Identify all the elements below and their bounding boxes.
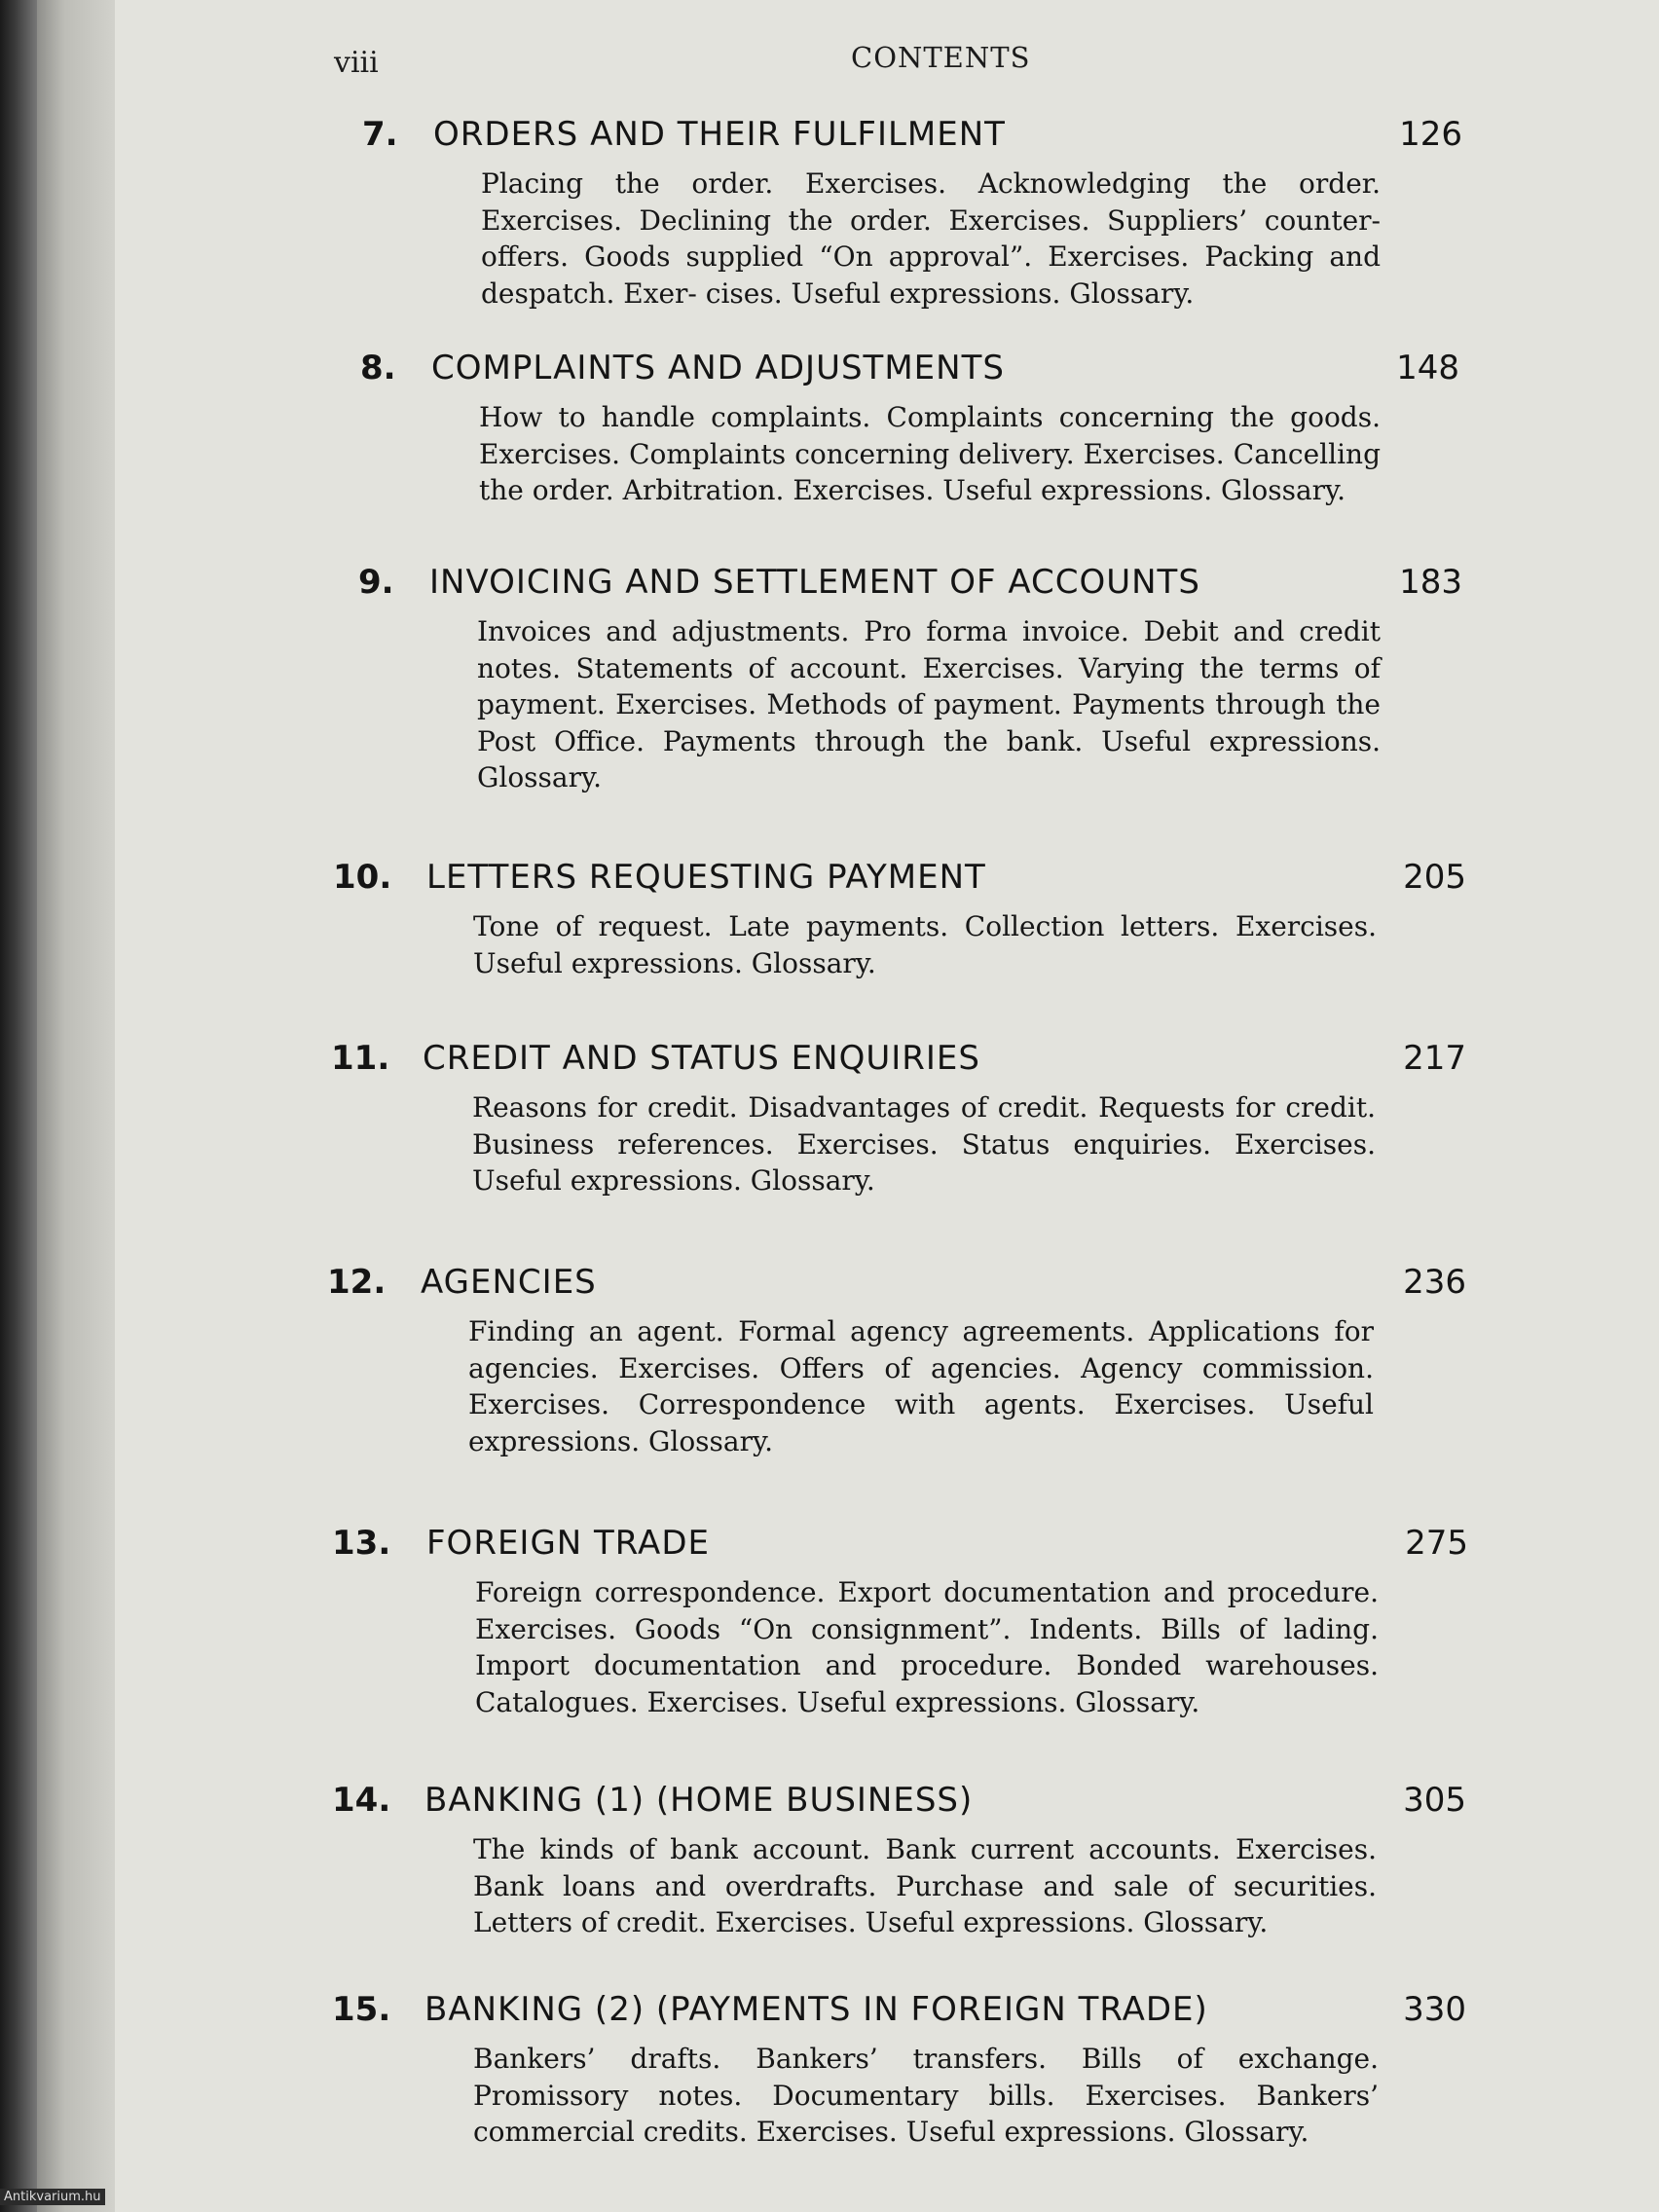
chapter-title: FOREIGN TRADE xyxy=(426,1524,710,1563)
chapter-page: 217 xyxy=(1403,1039,1466,1078)
chapter-title: ORDERS AND THEIR FULFILMENT xyxy=(433,115,1006,154)
chapter-number: 8. xyxy=(360,349,396,387)
chapter-number: 9. xyxy=(358,563,394,602)
chapter-page: 305 xyxy=(1403,1781,1466,1820)
chapter-page: 205 xyxy=(1403,858,1466,897)
page-edge xyxy=(37,0,115,2212)
chapter-summary: Reasons for credit. Disadvantages of credit. Requests for credit. Business references. Exercises. Status enquiries. Exercises. Useful expressions. Glossary. xyxy=(472,1091,1376,1197)
chapter-summary: Placing the order. Exercises. Acknowledging the order. Exercises. Declining the order. Exercises. Suppliers’ counter-offers. Goods supplied “On approval”. Exercises. Packing and despatch. Exer- cises. Useful expressions. Glossary. xyxy=(481,167,1381,310)
chapter-number: 14. xyxy=(332,1781,391,1820)
chapter-number: 11. xyxy=(331,1039,390,1078)
chapter-title: INVOICING AND SETTLEMENT OF ACCOUNTS xyxy=(429,563,1200,602)
chapter-summary: Tone of request. Late payments. Collection letters. Exercises. Useful expressions. Glossary. xyxy=(473,910,1377,979)
page-header-title: CONTENTS xyxy=(851,41,1031,74)
chapter-summary: Invoices and adjustments. Pro forma invoice. Debit and credit notes. Statements of account. Exercises. Varying the terms of payment. Exercises. Methods of payment. Payments through the Post Office. Payments through the bank. Useful expressions. Glossary. xyxy=(477,615,1381,793)
book-spine xyxy=(0,0,37,2212)
chapter-number: 10. xyxy=(333,858,392,897)
chapter-summary: The kinds of bank account. Bank current accounts. Exercises. Bank loans and overdrafts. Purchase and sale of securities. Letters of credit. Exercises. Useful expressions. Glossary. xyxy=(473,1833,1377,1938)
chapter-page: 236 xyxy=(1403,1263,1466,1302)
chapter-number: 13. xyxy=(332,1524,391,1563)
chapter-title: BANKING (2) (PAYMENTS IN FOREIGN TRADE) xyxy=(424,1990,1208,2029)
chapter-title: BANKING (1) (HOME BUSINESS) xyxy=(424,1781,974,1820)
chapter-number: 15. xyxy=(332,1990,391,2029)
chapter-summary: Bankers’ drafts. Bankers’ transfers. Bills of exchange. Promissory notes. Documentary bills. Exercises. Bankers’ commercial credits. Exercises. Useful expressions. Glossary. xyxy=(473,2043,1379,2148)
chapter-page: 126 xyxy=(1399,115,1462,154)
chapter-title: COMPLAINTS AND ADJUSTMENTS xyxy=(431,349,1005,387)
chapter-page: 183 xyxy=(1399,563,1462,602)
chapter-title: LETTERS REQUESTING PAYMENT xyxy=(426,858,986,897)
chapter-title: AGENCIES xyxy=(421,1263,597,1302)
chapter-number: 7. xyxy=(362,115,398,154)
chapter-summary: How to handle complaints. Complaints concerning the goods. Exercises. Complaints concerning delivery. Exercises. Cancelling the order. Arbitration. Exercises. Useful expressions. Glossary. xyxy=(479,401,1381,506)
page-number: viii xyxy=(334,46,379,80)
chapter-page: 330 xyxy=(1403,1990,1466,2029)
site-watermark: Antikvarium.hu xyxy=(0,2189,105,2205)
chapter-page: 148 xyxy=(1396,349,1459,387)
chapter-summary: Finding an agent. Formal agency agreements. Applications for agencies. Exercises. Offers of agencies. Agency commission. Exercises. Correspondence with agents. Exercises. Useful expressions. Glossary. xyxy=(468,1315,1374,1457)
chapter-title: CREDIT AND STATUS ENQUIRIES xyxy=(423,1039,980,1078)
chapter-number: 12. xyxy=(327,1263,387,1302)
chapter-page: 275 xyxy=(1405,1524,1468,1563)
chapter-summary: Foreign correspondence. Export documentation and procedure. Exercises. Goods “On consignment”. Indents. Bills of lading. Import documentation and procedure. Bonded warehouses. Catalogues. Exercises. Useful expressions. Glossary. xyxy=(475,1576,1379,1718)
